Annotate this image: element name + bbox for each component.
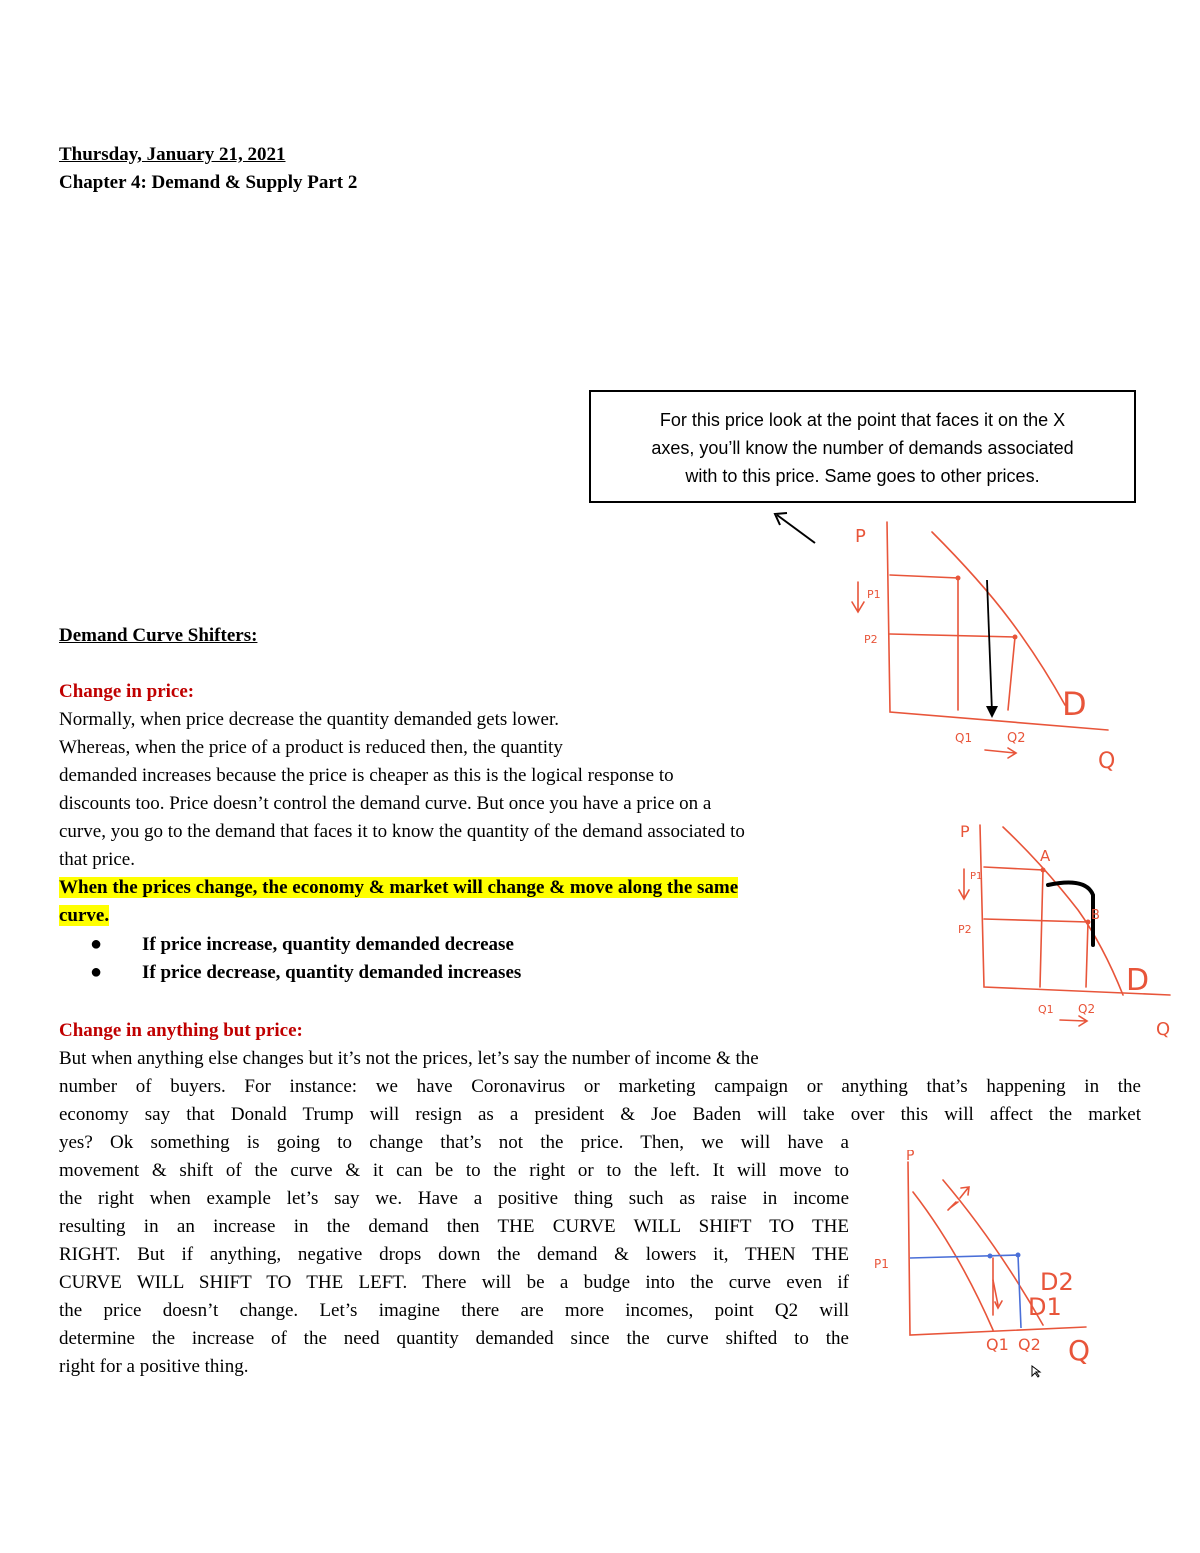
- sketch-label: Q1: [986, 1335, 1009, 1354]
- highlight-text: curve.: [59, 905, 110, 926]
- sketch-label: P1: [970, 871, 983, 882]
- body-line: determine the increase of the need quantity demanded since the curve shifted to the: [59, 1328, 849, 1349]
- sketch-label: D: [1062, 685, 1087, 723]
- chapter-title: Chapter 4: Demand & Supply Part 2: [59, 172, 358, 193]
- cursor-icon: [1030, 1365, 1042, 1379]
- heading-change-other: Change in anything but price:: [59, 1020, 303, 1041]
- body-line: Normally, when price decrease the quantity demanded gets lower.: [59, 709, 559, 730]
- sketch-label: D2: [1040, 1268, 1074, 1296]
- sketch-label: Q1: [1038, 1003, 1054, 1016]
- body-line: economy say that Donald Trump will resign as a president & Joe Baden will take over this will affect the market: [59, 1104, 1141, 1125]
- callout-line: For this price look at the point that faces it on the X: [659, 410, 1066, 430]
- sketch-label: P2: [864, 633, 878, 646]
- body-line: demanded increases because the price is cheaper as this is the logical response to: [59, 765, 674, 786]
- demand-sketch-3: [868, 1150, 1108, 1385]
- body-line: number of buyers. For instance: we have Coronavirus or marketing campaign or anything that’s happening in the: [59, 1076, 1141, 1097]
- heading-change-in-price: Change in price:: [59, 681, 195, 702]
- sketch-label: B: [1091, 908, 1100, 923]
- body-line: that price.: [59, 849, 135, 870]
- bullet-icon: ●: [90, 961, 103, 983]
- highlight-text: When the prices change, the economy & market will change & move along the same: [59, 877, 739, 898]
- callout-line: axes, you’ll know the number of demands associated: [651, 438, 1074, 458]
- demand-curve-d1: [913, 1192, 993, 1330]
- bullet-icon: ●: [90, 933, 103, 955]
- body-line: RIGHT. But if anything, negative drops down the demand & lowers it, THEN THE: [59, 1244, 849, 1265]
- sketch-label: D1: [1028, 1293, 1062, 1321]
- highlight-line: [59, 874, 925, 902]
- sketch-label: P: [960, 822, 970, 841]
- sketch-label: Q2: [1018, 1335, 1041, 1354]
- body-line: the price doesn’t change. Let’s imagine there are more incomes, point Q2 will: [59, 1300, 849, 1321]
- sketch-label: A: [1040, 847, 1051, 865]
- sketch-label: Q: [1098, 749, 1116, 774]
- sketch-label: P1: [874, 1257, 889, 1271]
- highlight-line: [59, 902, 109, 930]
- demand-curve: [1003, 827, 1123, 995]
- sketch-label: Q: [1068, 1334, 1091, 1367]
- section-title: Demand Curve Shifters:: [59, 625, 258, 646]
- page-date: Thursday, January 21, 2021: [59, 144, 286, 165]
- body-line: But when anything else changes but it’s not the prices, let’s say the number of income & the: [59, 1048, 759, 1069]
- body-line: yes? Ok something is going to change that’s not the price. Then, we will have a: [59, 1132, 849, 1153]
- sketch-label: P: [855, 526, 866, 547]
- demand-sketch-1: [840, 510, 1140, 775]
- sketch-label: D: [1126, 963, 1150, 998]
- sketch-label: P2: [958, 923, 972, 936]
- sketch-label: Q2: [1007, 731, 1026, 746]
- body-line: Whereas, when the price of a product is reduced then, the quantity: [59, 737, 563, 758]
- body-line: CURVE WILL SHIFT TO THE LEFT. There will be a budge into the curve even if: [59, 1272, 849, 1293]
- demand-sketch-2: [948, 815, 1178, 1040]
- sketch-label: Q1: [955, 731, 973, 745]
- sketch-label: Q2: [1078, 1002, 1096, 1016]
- body-line: curve, you go to the demand that faces it to know the quantity of the demand associated to: [59, 821, 745, 842]
- body-line: discounts too. Price doesn’t control the demand curve. But once you have a price on a: [59, 793, 712, 814]
- bullet-item: If price decrease, quantity demanded increases: [142, 962, 522, 983]
- body-line: movement & shift of the curve & it can be to the right or to the left. It will move to: [59, 1160, 849, 1181]
- body-line: right for a positive thing.: [59, 1356, 249, 1377]
- callout-box: [589, 390, 1136, 503]
- callout-line: with to this price. Same goes to other prices.: [685, 466, 1040, 486]
- sketch-label: P: [906, 1150, 915, 1164]
- sketch-label: Q: [1156, 1019, 1171, 1040]
- body-line: resulting in an increase in the demand then THE CURVE WILL SHIFT TO THE: [59, 1216, 849, 1237]
- demand-curve: [932, 532, 1065, 705]
- sketch-label: P1: [867, 588, 881, 601]
- bullet-item: If price increase, quantity demanded decrease: [142, 934, 514, 955]
- body-line: the right when example let’s say we. Have a positive thing such as raise in income: [59, 1188, 849, 1209]
- callout-arrow: [765, 505, 825, 550]
